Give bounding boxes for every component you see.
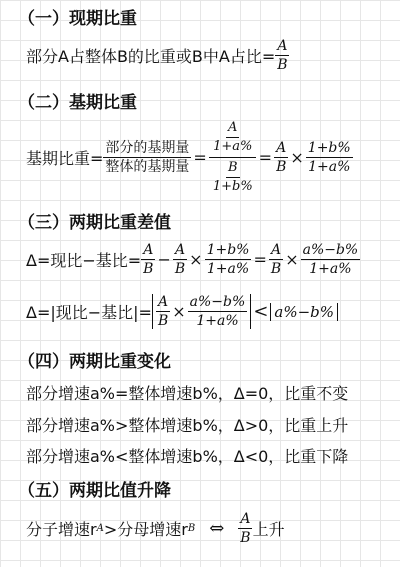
fraction-ab-4 <box>156 294 170 329</box>
abs-difference-lhs: Δ=|现比−基比|= <box>26 303 152 322</box>
formula-difference-1 <box>26 242 360 277</box>
times-sign: × <box>172 302 186 321</box>
compound-bot-num: B <box>226 160 240 178</box>
ab4-num: A <box>158 294 169 310</box>
words-den: 整体的基期量 <box>105 159 190 175</box>
ab2-den: B <box>174 261 186 277</box>
compound-top-den: 1+a% <box>213 139 253 154</box>
ab3-den: B <box>270 261 282 277</box>
compound-bot-den: 1+b% <box>212 179 253 194</box>
abs-value-expression <box>152 294 251 329</box>
formula-difference-2 <box>26 294 338 329</box>
fraction-growth-2 <box>205 242 252 277</box>
numerator-growth-text: 分子增速r <box>26 520 97 539</box>
times-sign: × <box>285 250 299 269</box>
growth2-num: 1+b% <box>206 242 250 258</box>
ab3-num: A <box>270 242 282 258</box>
change-row-rise: 部分增速a%>整体增速b%，Δ>0，比重上升 <box>26 416 349 435</box>
change-row-equal: 部分增速a%=整体增速b%，Δ=0，比重不变 <box>26 384 349 403</box>
denominator-growth-text: >分母增速r <box>103 520 188 539</box>
compound-bottom <box>211 160 255 195</box>
fraction-growth <box>306 140 353 175</box>
growth2-den: 1+a% <box>206 261 250 277</box>
ab2-num: A <box>174 242 186 258</box>
frac-num: A <box>277 38 288 54</box>
ab1-num: A <box>143 242 154 258</box>
rise-text: 上升 <box>252 520 285 539</box>
less-than-sign: < <box>253 301 269 322</box>
fraction-diff <box>301 242 361 277</box>
times-sign: × <box>290 148 304 167</box>
formula-current-proportion <box>26 38 290 73</box>
abs-growth-diff: a%−b% <box>270 303 338 321</box>
fraction-ab-5 <box>238 511 252 546</box>
equals-sign: = <box>258 148 273 167</box>
fraction-diff-2 <box>188 294 248 329</box>
fraction-ab-2 <box>173 242 187 277</box>
diff-num: a%−b% <box>302 242 359 258</box>
ab5-den: B <box>240 530 251 546</box>
growth-den: 1+a% <box>308 159 351 175</box>
current-proportion-text: 部分A占整体B的比重或B中A占比= <box>26 47 276 66</box>
base-proportion-lhs: 基期比重= <box>26 149 104 168</box>
ab1-den: B <box>143 261 154 277</box>
ab-num: A <box>276 140 287 156</box>
difference-lhs: Δ=现比−基比= <box>26 251 142 270</box>
words-num: 部分的基期量 <box>105 140 190 156</box>
minus-sign: − <box>157 250 171 269</box>
fraction-compound <box>209 120 257 195</box>
compound-top-num: A <box>226 120 239 138</box>
change-row-fall: 部分增速a%<整体增速b%，Δ<0，比重下降 <box>26 447 349 466</box>
fraction-ab-1 <box>141 242 155 277</box>
heading-proportion-change: （四）两期比重变化 <box>18 352 171 372</box>
ab4-den: B <box>157 313 169 329</box>
formula-ratio-change <box>26 511 285 546</box>
equals-sign: = <box>253 250 267 269</box>
fraction-words <box>103 140 191 175</box>
sub-a: A <box>96 523 104 534</box>
diff-den: 1+a% <box>309 261 352 277</box>
fraction-ab-3 <box>269 242 283 277</box>
compound-top <box>211 120 254 155</box>
fraction-ab <box>274 140 288 175</box>
heading-proportion-difference: （三）两期比重差值 <box>18 213 171 233</box>
heading-base-proportion: （二）基期比重 <box>18 93 137 113</box>
ab5-num: A <box>240 511 251 527</box>
diff2-num: a%−b% <box>189 294 246 310</box>
heading-current-proportion: （一）现期比重 <box>18 9 137 29</box>
equivalence-arrow: ⇔ <box>209 518 225 539</box>
fraction-a-over-b <box>275 38 289 73</box>
formula-base-proportion <box>26 120 353 195</box>
ab-den: B <box>276 159 287 175</box>
frac-den: B <box>277 57 288 73</box>
heading-ratio-change: （五）两期比值升降 <box>18 481 171 501</box>
sub-b: B <box>187 523 196 534</box>
growth-num: 1+b% <box>307 140 351 156</box>
diff2-den: 1+a% <box>196 313 239 329</box>
times-sign: × <box>189 250 203 269</box>
equals-sign: = <box>193 148 207 167</box>
